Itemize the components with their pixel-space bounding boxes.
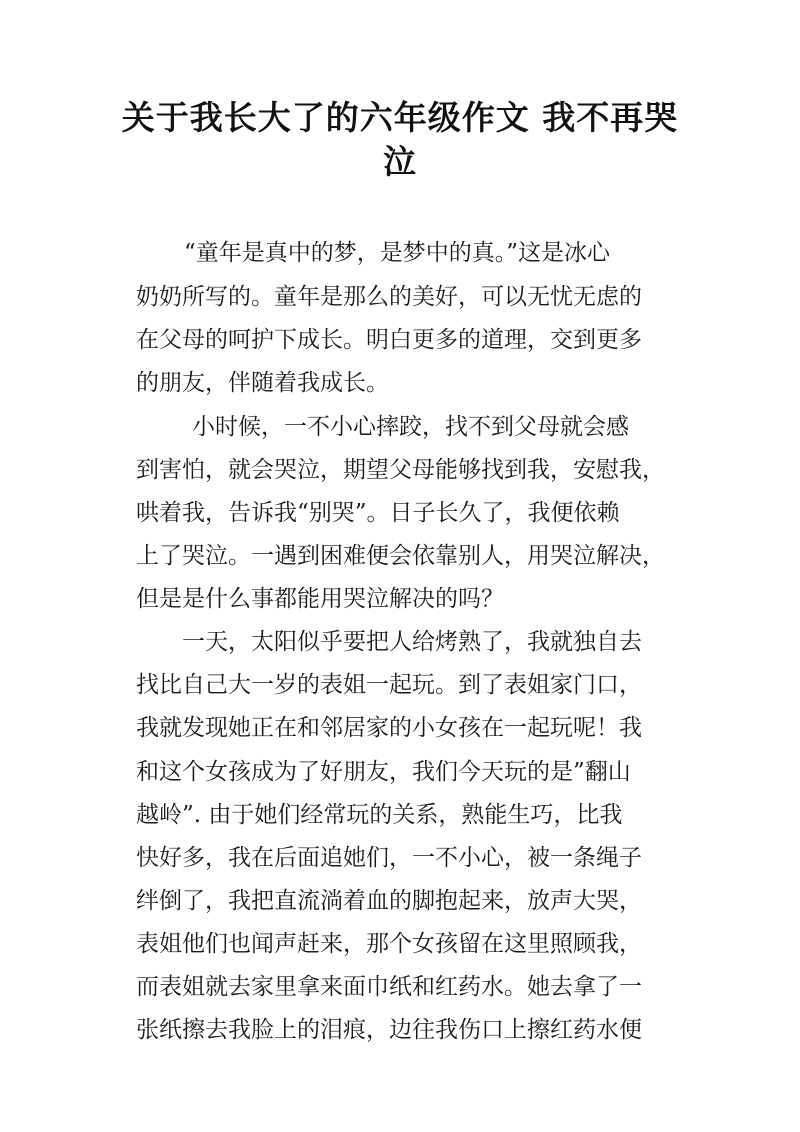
- paragraph-2-line-2: 到害怕，就会哭泣，期望父母能够找到我，安慰我，: [136, 457, 665, 483]
- paragraph-1-line-4: 的朋友，伴随着我成长。: [136, 370, 389, 396]
- paragraph-3-line-2: 找比自己大一岁的表姐一起玩。到了表姐家门口，: [136, 672, 642, 698]
- paragraph-3-line-3: 我就发现她正在和邻居家的小女孩在一起玩呢！我: [136, 715, 642, 741]
- paragraph-3-line-1: 一天，太阳似乎要把人给烤熟了，我就独自去: [182, 629, 642, 655]
- paragraph-3-line-5: 越岭”. 由于她们经常玩的关系，熟能生巧，比我: [136, 802, 623, 828]
- document-title-line-2: 泣: [383, 142, 417, 181]
- paragraph-3-line-8: 表姐他们也闻声赶来，那个女孩留在这里照顾我，: [136, 931, 642, 957]
- paragraph-2-line-1: 小时候，一不小心摔跤，找不到父母就会感: [192, 414, 629, 440]
- paragraph-3-line-10: 张纸擦去我脸上的泪痕，边往我伤口上擦红药水便: [136, 1017, 642, 1043]
- paragraph-3-line-9: 而表姐就去家里拿来面巾纸和红药水。她去拿了一: [136, 974, 642, 1000]
- paragraph-1-line-3: 在父母的呵护下成长。明白更多的道理，交到更多: [136, 327, 642, 353]
- paragraph-1-line-2: 奶奶所写的。童年是那么的美好，可以无忧无虑的: [136, 284, 642, 310]
- paragraph-2-line-4: 上了哭泣。一遇到困难便会依靠别人，用哭泣解决，: [136, 543, 665, 569]
- paragraph-2-line-5: 但是是什么事都能用哭泣解决的吗？: [136, 586, 504, 612]
- document-title-line-1: 关于我长大了的六年级作文 我不再哭: [121, 98, 679, 137]
- paragraph-3-line-4: 和这个女孩成为了好朋友，我们今天玩的是”翻山: [136, 759, 631, 785]
- paragraph-3-line-7: 绊倒了，我把直流淌着血的脚抱起来，放声大哭，: [136, 888, 642, 914]
- paragraph-2-line-3: 哄着我，告诉我“别哭”。日子长久了，我便依赖: [136, 500, 620, 526]
- paragraph-3-line-6: 快好多，我在后面追她们，一不小心，被一条绳子: [136, 845, 642, 871]
- paragraph-1-line-1: “童年是真中的梦，是梦中的真。”这是冰心: [184, 240, 611, 266]
